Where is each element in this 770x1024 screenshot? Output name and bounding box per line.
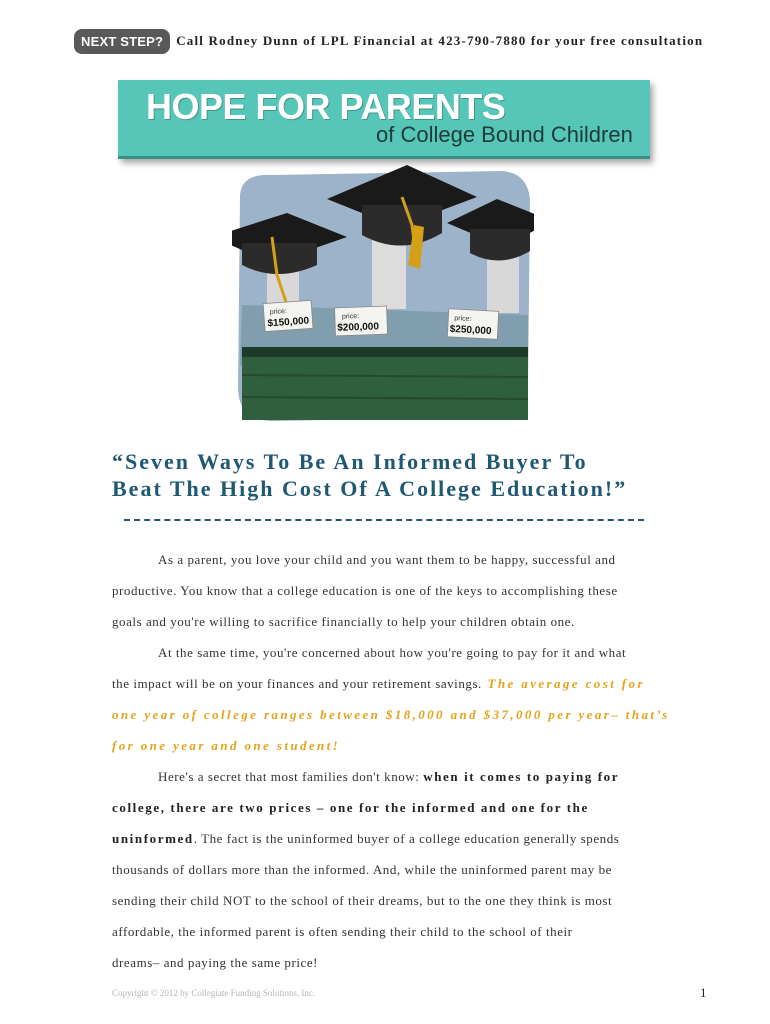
next-step-badge: NEXT STEP?: [74, 29, 170, 54]
body-line: [112, 672, 656, 703]
bold-text: when it comes to paying for: [423, 769, 620, 784]
body-text: . The fact is the uninformed buyer of a college education generally spends: [193, 831, 620, 846]
banner-subtitle: of College Bound Children: [376, 122, 633, 147]
article-body: [112, 548, 670, 982]
dashed-divider: [124, 519, 644, 521]
price-label-3: price:: [454, 315, 472, 323]
bold-text: uninformed: [112, 831, 194, 846]
copyright-footer: Copyright © 2012 by Collegiate Funding Solutions, Inc.: [112, 988, 316, 998]
bold-line: college, there are two prices – one for the informed and one for the: [112, 800, 589, 815]
highlight-line: one year of college ranges between $18,000 and $37,000 per year– that’s: [112, 707, 670, 722]
price-value-2: $200,000: [337, 321, 380, 334]
body-line: productive. You know that a college education is one of the keys to accomplishing these: [112, 583, 618, 598]
body-line: [112, 765, 656, 796]
body-line: As a parent, you love your child and you want them to be happy, successful and: [158, 552, 616, 567]
body-line: affordable, the informed parent is often sending their child to the school of their: [112, 924, 573, 939]
body-text: the impact will be on your finances and your retirement savings.: [112, 676, 482, 691]
body-line: sending their child NOT to the school of their dreams, but to the one they think is most: [112, 893, 613, 908]
headline-line-1: “Seven Ways To Be An Informed Buyer To: [112, 449, 588, 474]
body-line: At the same time, you're concerned about how you're going to pay for it and what: [158, 645, 627, 660]
title-banner: [118, 80, 650, 159]
price-label-1: price:: [269, 308, 288, 317]
price-label-2: price:: [341, 313, 360, 321]
consultation-call-text: Call Rodney Dunn of LPL Financial at 423-790-7880 for your free consultation: [176, 33, 704, 48]
price-value-3: $250,000: [449, 323, 492, 338]
price-value-1: $150,000: [267, 315, 310, 330]
body-line: thousands of dollars more than the informed. And, while the uninformed parent may be: [112, 862, 613, 877]
graduation-caps-illustration: [232, 165, 534, 425]
header-bar: [74, 27, 703, 55]
highlight-text: The average cost for: [481, 676, 645, 691]
article-headline: [112, 448, 672, 502]
body-text: Here's a secret that most families don't know:: [158, 769, 424, 784]
highlight-line: for one year and one student!: [112, 738, 341, 753]
page-number: 1: [700, 985, 707, 1000]
body-line: [112, 827, 656, 858]
headline-line-2: Beat The High Cost Of A College Education!”: [112, 476, 628, 501]
body-line: dreams– and paying the same price!: [112, 955, 319, 970]
banner-title: HOPE FOR PARENTS: [146, 86, 506, 127]
body-line: goals and you're willing to sacrifice financially to help your children obtain one.: [112, 614, 575, 629]
